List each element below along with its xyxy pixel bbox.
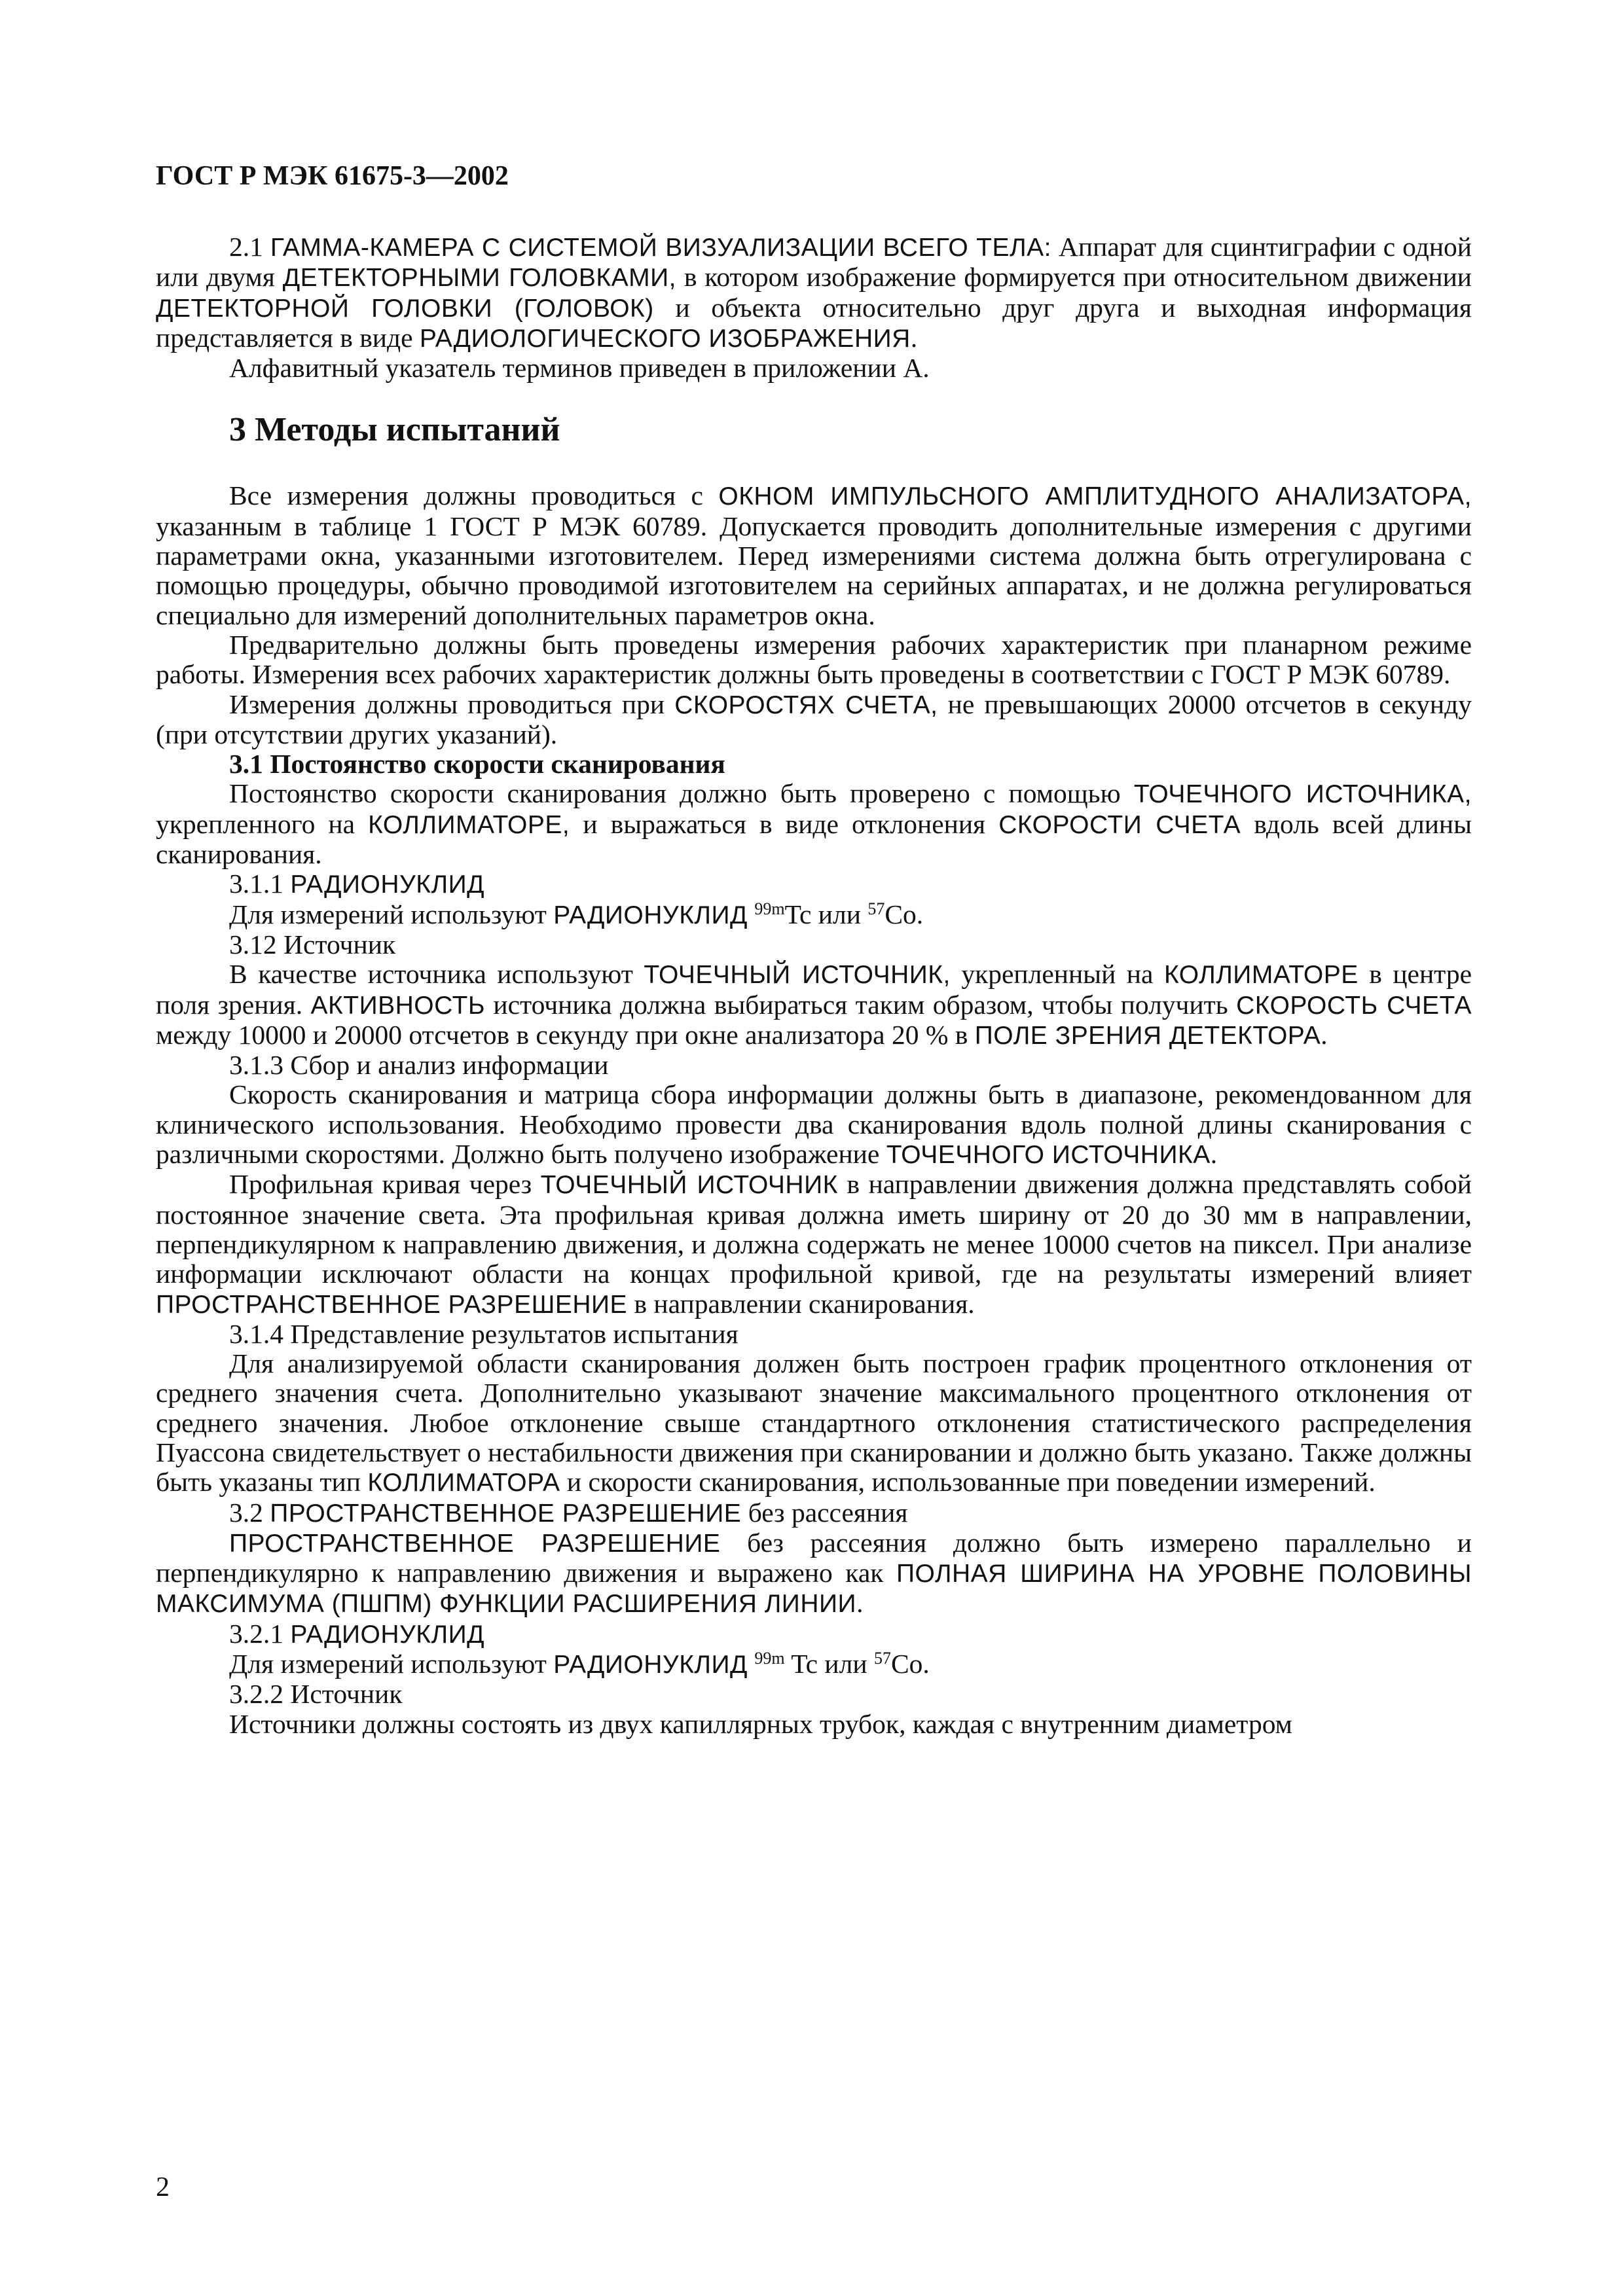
text: В качестве источника используют — [229, 959, 644, 990]
section-3-1-3-heading: 3.1.3 Сбор и анализ информации — [229, 1050, 609, 1081]
text: в центре поля зрения. — [156, 959, 1472, 1020]
term: ПОЛНАЯ ШИРИНА НА УРОВНЕ ПОЛОВИНЫ МАКСИМУМА (ПШПМ) ФУНКЦИИ РАСШИРЕНИЯ ЛИНИИ — [156, 1560, 1472, 1619]
section-3-2-2-heading: 3.2.2 Источник — [229, 1679, 403, 1710]
text: . — [1321, 1019, 1328, 1050]
superscript: 99m — [754, 899, 785, 918]
superscript: 57 — [867, 899, 885, 918]
clause-number: 3.1.1 — [229, 869, 291, 899]
paragraph-3-2 — [156, 1528, 1472, 1619]
document-body — [156, 232, 1472, 1739]
clause-number: 2.1 — [229, 232, 270, 262]
paragraph-3-1-1 — [156, 900, 1472, 930]
term: ТОЧЕЧНОГО ИСТОЧНИКА, — [1133, 780, 1472, 809]
text: и скорости сканирования, использованные при поведении измерений. — [560, 1467, 1376, 1498]
paragraph-3-1-3-b — [156, 1170, 1472, 1319]
clause-number: 3.2.1 — [229, 1618, 291, 1649]
section-3-2-1-heading — [156, 1619, 1472, 1649]
text: и объекта относительно друг друга и выходная информация представляется в виде — [156, 292, 1472, 353]
text: Tc или — [784, 1649, 874, 1679]
paragraph-3-2-1 — [156, 1649, 1472, 1679]
paragraph-3-1 — [156, 779, 1472, 869]
term: КОЛЛИМАТОРЕ — [1163, 961, 1359, 990]
text: . — [856, 1588, 864, 1619]
term: ПОЛЕ ЗРЕНИЯ ДЕТЕКТОРА — [974, 1021, 1321, 1050]
text: не превышающих 20000 отсчетов в секунду (при отсутствии других указаний). — [156, 689, 1472, 749]
paragraph-3-1-3-a — [156, 1080, 1472, 1170]
section-3-1-2-heading: 3.12 Источник — [229, 929, 396, 960]
section-3-2-heading — [156, 1498, 1472, 1528]
superscript: 57 — [873, 1649, 891, 1668]
term: СКОРОСТЬ СЧЕТА — [1236, 991, 1472, 1020]
text: . — [1210, 1139, 1218, 1170]
superscript: 99m — [754, 1649, 785, 1668]
text: Аппарат для сцинтиграфии с одной или двумя — [156, 232, 1472, 293]
page-number: 2 — [156, 2172, 170, 2202]
text: Все измерения должны проводиться с — [229, 480, 719, 511]
term: ПРОСТРАНСТВЕННОЕ РАЗРЕШЕНИЕ — [270, 1499, 742, 1528]
section-3-heading: 3 Методы испытаний — [229, 411, 560, 449]
text: в направлении движения должна представлять собой постоянное значение света. Эта профильная кривая должна иметь ширину от 20 до 30 мм в направлении, перпендикулярном к направлению движения, и должна содержать не менее 10000 счетов на пиксел. При анализе информации исключают области на концах профильной кривой, где на результаты измерений влияет — [156, 1169, 1472, 1289]
paragraph-3-1-4 — [156, 1349, 1472, 1498]
clause-number: 3.2 — [229, 1497, 270, 1528]
term: ДЕТЕКТОРНОЙ ГОЛОВКИ (ГОЛОВОК) — [156, 294, 654, 323]
text: . — [910, 322, 918, 353]
text: Для измерений используют — [229, 899, 554, 929]
text: вдоль всей длины сканирования. — [156, 808, 1472, 870]
text: Co. — [884, 899, 924, 929]
term: ТОЧЕЧНЫЙ ИСТОЧНИК — [540, 1171, 838, 1200]
term: АКТИВНОСТЬ — [310, 991, 485, 1020]
term: РАДИОНУКЛИД — [290, 870, 485, 899]
paragraph-count-rate — [156, 690, 1472, 750]
term: ПРОСТРАНСТВЕННОЕ РАЗРЕШЕНИЕ — [229, 1529, 721, 1558]
text: Постоянство скорости сканирования должно быть проверено с помощью — [229, 778, 1134, 809]
text: и выражаться в виде отклонения — [570, 808, 999, 839]
section-3-1-heading: 3.1 Постоянство скорости сканирования — [229, 749, 725, 780]
text: Co. — [890, 1649, 930, 1679]
text: в котором изображение формируется при относительном движении — [676, 262, 1472, 293]
text: Tc или — [784, 899, 868, 929]
text: в направлении сканирования. — [627, 1288, 975, 1319]
term: ГАММА-КАМЕРА С СИСТЕМОЙ ВИЗУАЛИЗАЦИИ ВСЕГО ТЕЛА: — [270, 234, 1051, 262]
term: ПРОСТРАНСТВЕННОЕ РАЗРЕШЕНИЕ — [156, 1290, 628, 1319]
document-header: ГОСТ Р МЭК 61675-3—2002 — [156, 161, 509, 191]
text: Измерения должны проводиться при — [229, 689, 675, 719]
text: Профильная кривая через — [229, 1169, 541, 1200]
term: ОКНОМ ИМПУЛЬСНОГО АМПЛИТУДНОГО АНАЛИЗАТОРА, — [718, 482, 1472, 511]
paragraph-measurements — [156, 481, 1472, 630]
term: КОЛЛИМАТОРЕ, — [368, 810, 570, 839]
term: СКОРОСТИ СЧЕТА — [998, 810, 1241, 839]
term: СКОРОСТЯХ СЧЕТА, — [674, 691, 938, 719]
text: между 10000 и 20000 отсчетов в секунду при окне анализатора 20 % в — [156, 1019, 975, 1050]
paragraph-3-1-2 — [156, 960, 1472, 1050]
text: без рассеяния — [741, 1497, 908, 1528]
term: ДЕТЕКТОРНЫМИ ГОЛОВКАМИ, — [282, 264, 676, 293]
section-3-1-4-heading: 3.1.4 Представление результатов испытания — [229, 1318, 739, 1349]
text: Скорость сканирования и матрица сбора информации должны быть в диапазоне, рекомендованном для клинического использования. Необходимо провести два сканирования вдоль полной длины сканирования с различными скоростями. Должно быть получено изображение — [156, 1079, 1472, 1170]
text: указанным в таблице 1 ГОСТ Р МЭК 60789. Допускается проводить дополнительные измерения с другими параметрами окна, указанными изготовителем. Перед измерениями система должна быть отрегулирована с помощью процедуры, обычно проводимой изготовителем на серийных аппаратах, и не должна регулироваться специально для измерений дополнительных параметров окна. — [156, 511, 1472, 630]
text: источника должна выбираться таким образом, чтобы получить — [484, 989, 1237, 1020]
term: РАДИОНУКЛИД — [553, 1651, 748, 1679]
paragraph-2-1 — [156, 232, 1472, 353]
index-note: Алфавитный указатель терминов приведен в приложении А. — [229, 353, 930, 384]
term: РАДИОНУКЛИД — [290, 1620, 485, 1649]
term: РАДИОНУКЛИД — [553, 901, 748, 929]
paragraph-planar: Предварительно должны быть проведены измерения рабочих характеристик при планарном режиме работы. Измерения всех рабочих характеристик должны быть проведены в соответствии с ГОСТ Р МЭК 60789. — [156, 629, 1472, 690]
term: ТОЧЕЧНОГО ИСТОЧНИКА — [886, 1141, 1211, 1170]
text: без рассеяния должно быть измерено параллельно и перпендикулярно к направлению движения и выражено как — [156, 1527, 1472, 1588]
term: ТОЧЕЧНЫЙ ИСТОЧНИК, — [644, 961, 951, 990]
term: КОЛЛИМАТОРА — [367, 1469, 560, 1498]
section-3-1-1-heading — [156, 869, 1472, 899]
text: укрепленного на — [156, 808, 369, 839]
term: РАДИОЛОГИЧЕСКОГО ИЗОБРАЖЕНИЯ — [419, 324, 911, 353]
text: укрепленный на — [950, 959, 1164, 990]
paragraph-3-2-2: Источники должны состоять из двух капиллярных трубок, каждая с внутренним диаметром — [229, 1708, 1292, 1739]
text: Для анализируемой области сканирования должен быть построен график процентного отклонения от среднего значения счета. Дополнительно указывают значение максимального процентного отклонения от среднего значения. Любое отклонение свыше стандартного отклонения статистического распределения Пуассона свидетельствует о нестабильности движения при сканировании и должно быть указано. Также должны быть указаны тип — [156, 1348, 1472, 1498]
text: Для измерений используют — [229, 1649, 554, 1679]
